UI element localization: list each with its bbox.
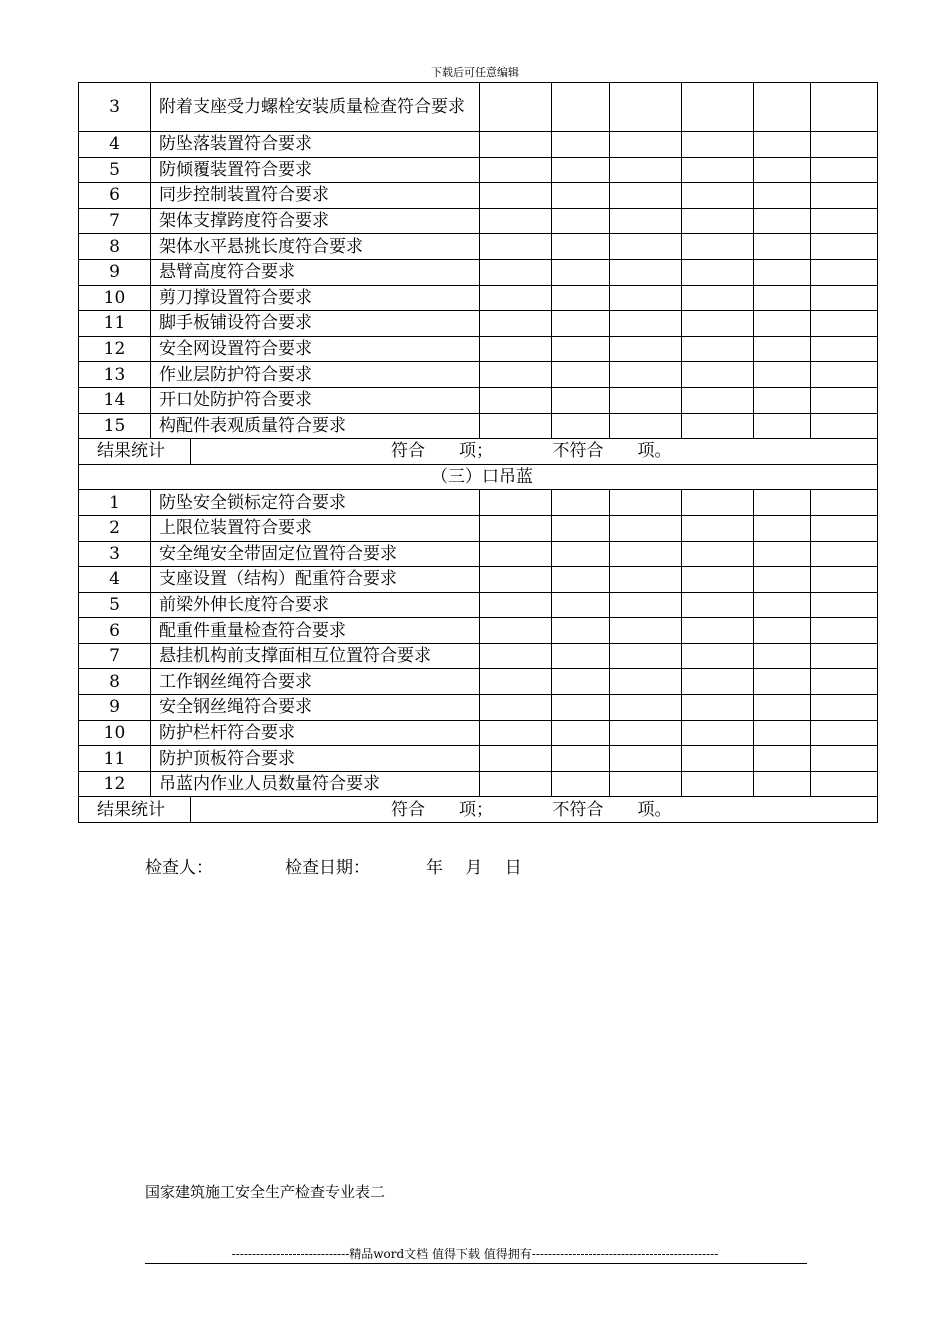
table-row — [79, 541, 878, 567]
table-row — [79, 387, 878, 413]
watermark-rule — [145, 1263, 807, 1264]
result-cell[interactable] — [754, 285, 811, 311]
result-cell[interactable] — [811, 413, 878, 439]
result-cell[interactable] — [754, 83, 811, 132]
row-number: 10 — [79, 720, 151, 746]
result-cell[interactable] — [610, 643, 682, 669]
check-item: 安全钢丝绳符合要求 — [151, 695, 480, 721]
result-cell[interactable] — [552, 592, 610, 618]
result-cell[interactable] — [811, 208, 878, 234]
check-item: 剪刀撑设置符合要求 — [151, 285, 480, 311]
result-cell[interactable] — [480, 746, 552, 772]
result-cell[interactable] — [811, 618, 878, 644]
result-cell[interactable] — [610, 515, 682, 541]
result-cell[interactable] — [610, 259, 682, 285]
section2-body — [79, 83, 878, 439]
result-cell[interactable] — [682, 618, 754, 644]
result-cell[interactable] — [480, 618, 552, 644]
result-cell[interactable] — [480, 490, 552, 516]
check-item: 防护顶板符合要求 — [151, 746, 480, 772]
result-cell[interactable] — [552, 567, 610, 593]
check-item: 悬臂高度符合要求 — [151, 259, 480, 285]
result-cell[interactable] — [682, 413, 754, 439]
result-cell[interactable] — [811, 362, 878, 388]
row-number: 11 — [79, 746, 151, 772]
result-text: 符合 项； 不符合 项。 — [391, 441, 672, 462]
result-cell[interactable] — [754, 157, 811, 183]
result-label: 结果统计 — [79, 797, 191, 823]
result-cell[interactable] — [682, 490, 754, 516]
result-cell[interactable] — [754, 336, 811, 362]
inspector-label: 检查人： — [145, 858, 213, 878]
result-cell[interactable] — [610, 83, 682, 132]
row-number: 4 — [79, 132, 151, 158]
result-cell[interactable] — [754, 183, 811, 209]
date-units: 年 月 日 — [426, 858, 522, 878]
check-item: 作业层防护符合要求 — [151, 362, 480, 388]
result-cell[interactable] — [682, 259, 754, 285]
row-number: 10 — [79, 285, 151, 311]
result-cell[interactable] — [682, 515, 754, 541]
table-row — [79, 132, 878, 158]
result-cell[interactable] — [610, 362, 682, 388]
result-cell[interactable] — [754, 771, 811, 797]
result-cell[interactable] — [552, 618, 610, 644]
result-cell[interactable] — [682, 592, 754, 618]
check-item: 前梁外伸长度符合要求 — [151, 592, 480, 618]
result-cell[interactable] — [552, 183, 610, 209]
next-table-title: 国家建筑施工安全生产检查专业表二 — [145, 1183, 386, 1201]
check-item: 防坠落装置符合要求 — [151, 132, 480, 158]
row-number: 2 — [79, 515, 151, 541]
result-cell[interactable] — [754, 311, 811, 337]
signature-line — [145, 853, 522, 878]
table-row — [79, 618, 878, 644]
result-cell[interactable] — [610, 771, 682, 797]
result-cell[interactable] — [682, 208, 754, 234]
result-cell[interactable] — [552, 285, 610, 311]
result-cell[interactable] — [480, 132, 552, 158]
result-cell[interactable] — [754, 669, 811, 695]
check-item: 工作钢丝绳符合要求 — [151, 669, 480, 695]
result-cell[interactable] — [480, 669, 552, 695]
row-number: 5 — [79, 592, 151, 618]
table-row — [79, 362, 878, 388]
result-row-section2 — [79, 439, 878, 465]
result-cell[interactable] — [480, 695, 552, 721]
result-cell[interactable] — [610, 490, 682, 516]
section3-title-row — [79, 464, 878, 490]
result-cell[interactable] — [682, 285, 754, 311]
row-number: 15 — [79, 413, 151, 439]
result-cell[interactable] — [480, 362, 552, 388]
result-cell[interactable] — [754, 490, 811, 516]
result-cell[interactable] — [610, 285, 682, 311]
header-note: 下载后可任意编辑 — [431, 66, 519, 79]
row-number: 8 — [79, 234, 151, 260]
result-cell[interactable] — [682, 541, 754, 567]
result-cell[interactable] — [682, 132, 754, 158]
result-cell[interactable] — [682, 771, 754, 797]
result-cell[interactable] — [552, 669, 610, 695]
result-cell[interactable] — [610, 695, 682, 721]
result-cell[interactable] — [682, 720, 754, 746]
result-cell[interactable] — [480, 541, 552, 567]
table-row — [79, 567, 878, 593]
result-cell[interactable] — [682, 362, 754, 388]
result-cell[interactable] — [610, 208, 682, 234]
result-cell[interactable] — [754, 592, 811, 618]
result-cell[interactable] — [552, 413, 610, 439]
row-number: 8 — [79, 669, 151, 695]
result-cell[interactable] — [811, 234, 878, 260]
result-cell[interactable] — [552, 746, 610, 772]
result-cell[interactable] — [682, 183, 754, 209]
row-number: 1 — [79, 490, 151, 516]
result-cell[interactable] — [610, 567, 682, 593]
row-number: 12 — [79, 336, 151, 362]
result-cell[interactable] — [480, 285, 552, 311]
result-text: 符合 项； 不符合 项。 — [391, 799, 672, 820]
table-row — [79, 183, 878, 209]
row-number: 3 — [79, 541, 151, 567]
result-cell[interactable] — [754, 618, 811, 644]
check-item: 上限位装置符合要求 — [151, 515, 480, 541]
table-row — [79, 746, 878, 772]
result-cell[interactable] — [552, 336, 610, 362]
check-item: 悬挂机构前支撑面相互位置符合要求 — [151, 643, 480, 669]
result-cell[interactable] — [480, 387, 552, 413]
check-item: 安全网设置符合要求 — [151, 336, 480, 362]
result-cell[interactable] — [552, 541, 610, 567]
result-cell[interactable] — [610, 157, 682, 183]
result-cell[interactable] — [610, 387, 682, 413]
result-cell[interactable] — [811, 567, 878, 593]
result-cell[interactable] — [552, 720, 610, 746]
result-cell[interactable] — [610, 746, 682, 772]
result-cell[interactable] — [552, 208, 610, 234]
result-cell[interactable] — [811, 669, 878, 695]
result-cell[interactable] — [480, 592, 552, 618]
result-cell[interactable] — [811, 83, 878, 132]
check-item: 附着支座受力螺栓安装质量检查符合要求 — [151, 83, 480, 132]
date-label: 检查日期： — [285, 858, 370, 878]
table-row — [79, 669, 878, 695]
result-cell[interactable] — [552, 132, 610, 158]
check-item: 同步控制装置符合要求 — [151, 183, 480, 209]
check-item: 架体支撑跨度符合要求 — [151, 208, 480, 234]
section3-body — [79, 490, 878, 797]
result-cell[interactable] — [811, 720, 878, 746]
section3-title: （三）口吊蓝 — [79, 464, 878, 490]
result-cell[interactable] — [480, 259, 552, 285]
inspection-table — [78, 82, 878, 823]
check-item: 开口处防护符合要求 — [151, 387, 480, 413]
result-cell[interactable] — [610, 592, 682, 618]
result-cell[interactable] — [682, 311, 754, 337]
row-number: 9 — [79, 695, 151, 721]
result-cell[interactable] — [754, 567, 811, 593]
result-cell[interactable] — [682, 234, 754, 260]
check-item: 支座设置（结构）配重符合要求 — [151, 567, 480, 593]
result-cell[interactable] — [754, 413, 811, 439]
result-cell[interactable] — [754, 720, 811, 746]
result-cell[interactable] — [552, 387, 610, 413]
table-row — [79, 592, 878, 618]
result-cell[interactable] — [811, 771, 878, 797]
row-number: 6 — [79, 183, 151, 209]
table-row — [79, 83, 878, 132]
result-cell[interactable] — [682, 643, 754, 669]
result-cell[interactable] — [610, 541, 682, 567]
table-row — [79, 771, 878, 797]
result-cell[interactable] — [754, 541, 811, 567]
row-number: 7 — [79, 208, 151, 234]
result-cell[interactable] — [610, 311, 682, 337]
result-cell[interactable] — [552, 259, 610, 285]
table-row — [79, 208, 878, 234]
result-cell[interactable] — [754, 746, 811, 772]
result-cell[interactable] — [682, 83, 754, 132]
result-cell[interactable] — [754, 208, 811, 234]
row-number: 14 — [79, 387, 151, 413]
result-cell[interactable] — [754, 643, 811, 669]
result-cell[interactable] — [754, 362, 811, 388]
result-cell[interactable] — [754, 387, 811, 413]
table-row — [79, 336, 878, 362]
row-number: 3 — [79, 83, 151, 132]
result-cell[interactable] — [811, 336, 878, 362]
result-cell[interactable] — [811, 490, 878, 516]
result-cell[interactable] — [480, 720, 552, 746]
table-row — [79, 720, 878, 746]
table-row — [79, 157, 878, 183]
result-cell[interactable] — [552, 515, 610, 541]
result-cell[interactable] — [552, 311, 610, 337]
result-cell[interactable] — [811, 695, 878, 721]
result-cell[interactable] — [682, 387, 754, 413]
result-cell[interactable] — [682, 567, 754, 593]
table-row — [79, 413, 878, 439]
result-cell[interactable] — [610, 618, 682, 644]
table-row — [79, 490, 878, 516]
table-row — [79, 695, 878, 721]
row-number: 6 — [79, 618, 151, 644]
result-cell[interactable] — [754, 695, 811, 721]
result-cell[interactable] — [610, 669, 682, 695]
result-cell[interactable] — [682, 746, 754, 772]
result-cell[interactable] — [552, 695, 610, 721]
result-cell[interactable] — [480, 336, 552, 362]
row-number: 5 — [79, 157, 151, 183]
row-number: 13 — [79, 362, 151, 388]
result-cell[interactable] — [811, 541, 878, 567]
result-cell[interactable] — [610, 234, 682, 260]
result-cell[interactable] — [811, 311, 878, 337]
watermark-text: -----------------------------精品word文档 值得下载 值得拥有---------------------------------------------- — [231, 1247, 719, 1261]
result-cell[interactable] — [552, 490, 610, 516]
check-item: 防护栏杆符合要求 — [151, 720, 480, 746]
row-number: 12 — [79, 771, 151, 797]
result-cell[interactable] — [552, 157, 610, 183]
check-item: 安全绳安全带固定位置符合要求 — [151, 541, 480, 567]
table-row — [79, 311, 878, 337]
result-cell[interactable] — [811, 515, 878, 541]
result-cell[interactable] — [811, 387, 878, 413]
row-number: 4 — [79, 567, 151, 593]
result-cell[interactable] — [811, 746, 878, 772]
result-label: 结果统计 — [79, 439, 191, 465]
result-cell[interactable] — [811, 132, 878, 158]
result-cell[interactable] — [610, 336, 682, 362]
result-cell[interactable] — [682, 669, 754, 695]
result-row-section3 — [79, 797, 878, 823]
result-cell[interactable] — [552, 234, 610, 260]
row-number: 7 — [79, 643, 151, 669]
result-cell[interactable] — [682, 336, 754, 362]
table-row — [79, 285, 878, 311]
result-cell[interactable] — [811, 592, 878, 618]
check-item: 吊蓝内作业人员数量符合要求 — [151, 771, 480, 797]
result-cell[interactable] — [610, 413, 682, 439]
result-cell[interactable] — [610, 132, 682, 158]
result-cell[interactable] — [480, 234, 552, 260]
result-cell[interactable] — [754, 234, 811, 260]
table-row — [79, 515, 878, 541]
check-item: 构配件表观质量符合要求 — [151, 413, 480, 439]
result-cell[interactable] — [811, 259, 878, 285]
result-cell[interactable] — [610, 183, 682, 209]
row-number: 9 — [79, 259, 151, 285]
result-cell[interactable] — [480, 771, 552, 797]
result-cell[interactable] — [480, 311, 552, 337]
result-cell[interactable] — [480, 83, 552, 132]
table-row — [79, 234, 878, 260]
result-cell[interactable] — [480, 208, 552, 234]
result-cell[interactable] — [480, 515, 552, 541]
row-number: 11 — [79, 311, 151, 337]
result-cell[interactable] — [682, 695, 754, 721]
result-cell[interactable] — [552, 362, 610, 388]
result-cell[interactable] — [480, 413, 552, 439]
result-cell[interactable] — [552, 83, 610, 132]
result-cell[interactable] — [811, 183, 878, 209]
result-cell[interactable] — [552, 643, 610, 669]
check-item: 架体水平悬挑长度符合要求 — [151, 234, 480, 260]
result-cell[interactable] — [480, 183, 552, 209]
check-item: 配重件重量检查符合要求 — [151, 618, 480, 644]
result-cell[interactable] — [811, 285, 878, 311]
result-cell[interactable] — [811, 643, 878, 669]
result-cell[interactable] — [754, 259, 811, 285]
table-row — [79, 643, 878, 669]
result-cell[interactable] — [754, 515, 811, 541]
result-cell[interactable] — [610, 720, 682, 746]
result-cell[interactable] — [811, 157, 878, 183]
result-cell[interactable] — [754, 132, 811, 158]
check-item: 防倾覆装置符合要求 — [151, 157, 480, 183]
result-cell[interactable] — [552, 771, 610, 797]
result-cell[interactable] — [682, 157, 754, 183]
result-cell[interactable] — [480, 157, 552, 183]
result-cell[interactable] — [480, 643, 552, 669]
check-item: 防坠安全锁标定符合要求 — [151, 490, 480, 516]
result-cell[interactable] — [480, 567, 552, 593]
table-row — [79, 259, 878, 285]
check-item: 脚手板铺设符合要求 — [151, 311, 480, 337]
